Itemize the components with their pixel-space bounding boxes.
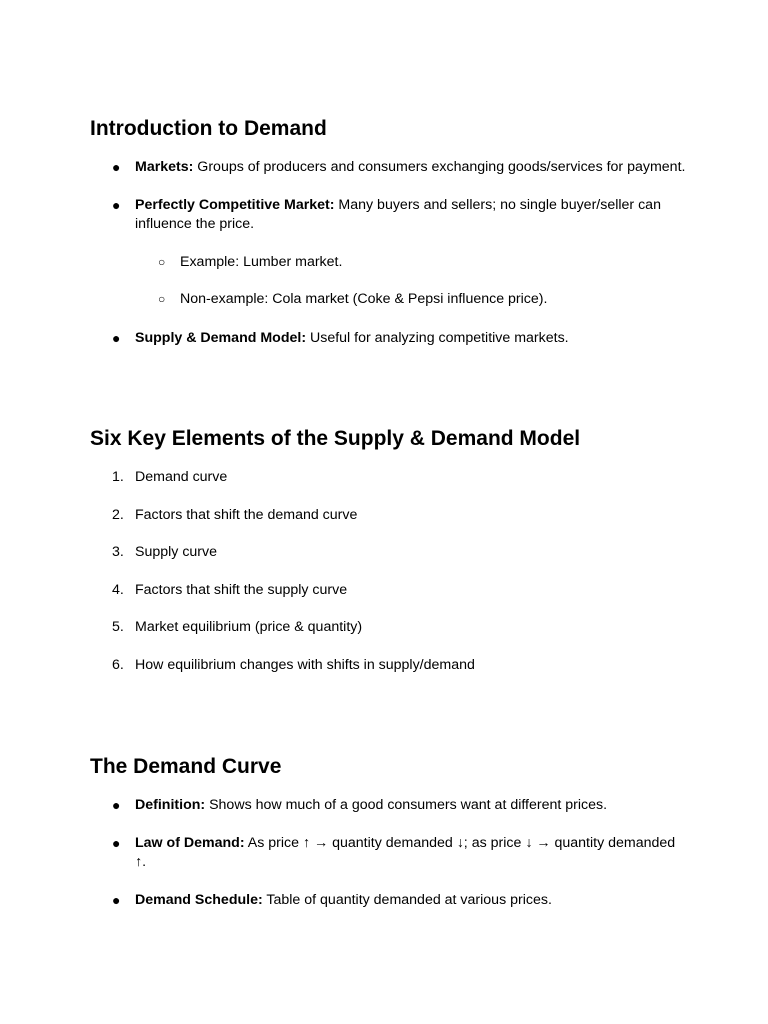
item-text: Demand curve <box>135 469 228 485</box>
bullet-text: Shows how much of a good consumers want at different prices. <box>205 797 608 813</box>
bullet-icon: ● <box>112 159 121 175</box>
item-number: 6. <box>112 656 124 673</box>
bullet-term: Demand Schedule: <box>135 891 263 908</box>
item-text: Factors that shift the supply curve <box>135 581 348 598</box>
bullet-term: Law of Demand: <box>135 834 245 851</box>
item-number: 1. <box>112 469 124 485</box>
numbered-item <box>90 543 690 563</box>
bullet-item-demand-schedule <box>90 891 690 911</box>
bullet-item-definition <box>90 796 690 816</box>
item-number: 2. <box>112 506 124 523</box>
sub-bullet-item-non-example <box>90 290 690 310</box>
numbered-item <box>90 506 690 526</box>
bullet-item-markets <box>90 158 690 178</box>
bullet-icon: ● <box>112 196 121 213</box>
bullet-text: Useful for analyzing competitive markets. <box>306 329 569 346</box>
bullet-item-law-of-demand <box>90 834 690 873</box>
bullet-text: Many buyers and sellers; no single buyer/seller can influence the price. <box>135 196 661 232</box>
section-the-demand-curve <box>90 755 690 910</box>
item-number: 4. <box>112 581 124 598</box>
bullet-icon: ● <box>112 891 121 908</box>
section-six-key-elements <box>90 427 690 675</box>
hollow-bullet-icon: ○ <box>158 292 166 306</box>
sub-bullet-text: Non-example: Cola market (Coke & Pepsi influence price). <box>180 291 548 307</box>
numbered-item <box>90 656 690 676</box>
section-introduction-to-demand <box>90 117 690 348</box>
bullet-icon: ● <box>112 329 121 346</box>
section-heading: The Demand Curve <box>90 755 282 778</box>
section-heading: Six Key Elements of the Supply & Demand Model <box>90 427 581 450</box>
bullet-term: Markets: <box>135 159 194 175</box>
bullet-icon: ● <box>112 834 121 851</box>
item-number: 3. <box>112 544 124 560</box>
item-number: 5. <box>112 619 124 635</box>
bullet-item-perfectly-competitive-market <box>90 196 690 235</box>
item-text: Supply curve <box>135 544 218 560</box>
bullet-text: Table of quantity demanded at various prices. <box>262 891 552 908</box>
bullet-term: Perfectly Competitive Market: <box>135 196 335 213</box>
sub-bullet-item-example <box>90 253 690 273</box>
section-heading: Introduction to Demand <box>90 117 327 140</box>
bullet-icon: ● <box>112 797 121 813</box>
bullet-text: As price ↑ → quantity demanded ↓; as price ↓ → quantity demanded ↑. <box>135 834 676 870</box>
bullet-text: Groups of producers and consumers exchanging goods/services for payment. <box>193 159 686 175</box>
item-text: Factors that shift the demand curve <box>135 506 358 523</box>
item-text: How equilibrium changes with shifts in supply/demand <box>135 656 475 673</box>
hollow-bullet-icon: ○ <box>158 254 166 269</box>
numbered-item <box>90 581 690 601</box>
sub-bullet-text: Example: Lumber market. <box>180 253 343 270</box>
bullet-term: Supply & Demand Model: <box>135 329 307 346</box>
numbered-item <box>90 618 690 638</box>
numbered-item <box>90 468 690 488</box>
item-text: Market equilibrium (price & quantity) <box>135 619 363 635</box>
bullet-item-supply-demand-model <box>90 329 690 349</box>
bullet-term: Definition: <box>135 797 206 813</box>
